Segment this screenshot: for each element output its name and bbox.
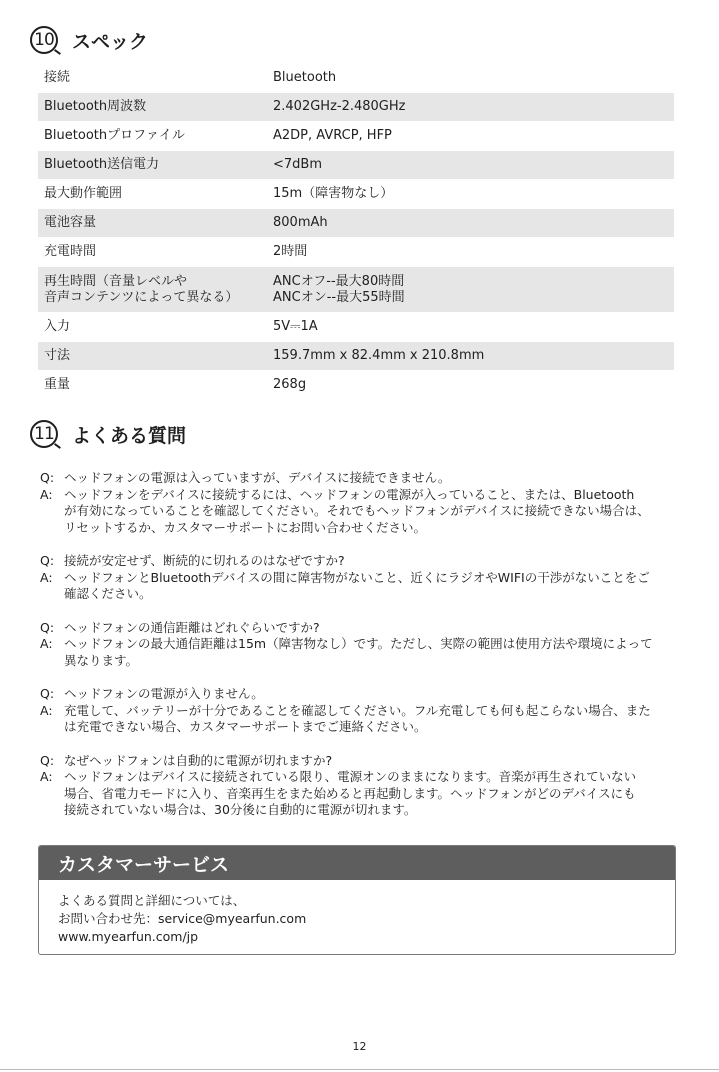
spec-value: A2DP, AVRCP, HFP <box>273 128 392 143</box>
faq-text: 充電して、バッテリーが十分であることを確認してください。フル充電しても何も起こらない場合、また <box>64 702 651 718</box>
faq-prefix: Q: <box>40 752 55 768</box>
spec-value: ANCオフ--最大80時間 ANCオン--最大55時間 <box>267 267 674 312</box>
section-title: スペック <box>72 30 149 53</box>
faq-text: ヘッドフォンの電源は入っていますが、デバイスに接続できません。 <box>64 470 451 485</box>
faq-answer <box>40 503 695 520</box>
faq-answer <box>40 769 695 786</box>
spec-key: 重量 <box>44 377 71 392</box>
faq-item <box>40 753 695 819</box>
faq-text: ヘッドフォンをデバイスに接続するには、ヘッドフォンの電源が入っていること、または、Bluetooth <box>64 486 635 502</box>
spec-key: Bluetooth送信電力 <box>38 151 267 179</box>
spec-key: 電池容量 <box>38 209 267 237</box>
section-title: よくある質問 <box>72 424 187 447</box>
spec-value: 800mAh <box>267 209 674 237</box>
faq-prefix: Q: <box>40 686 55 701</box>
page-number: 12 <box>352 1040 367 1053</box>
section-number-badge: 10 <box>30 26 58 54</box>
faq-prefix: Q: <box>40 553 55 568</box>
spec-row <box>38 238 674 266</box>
customer-service-url: www.myearfun.com/jp <box>58 929 199 944</box>
faq-answer <box>40 653 695 670</box>
faq-question <box>40 686 695 703</box>
spec-key: 入力 <box>44 319 71 334</box>
faq-prefix: A: <box>40 486 53 502</box>
spec-row <box>38 342 674 370</box>
faq-text: ヘッドフォンとBluetoothデバイスの間に障害物がないこと、近くにラジオやWIFIの干渉がないことをご <box>64 569 650 585</box>
faq-prefix: Q: <box>40 470 55 485</box>
faq-text: 異なります。 <box>64 652 139 668</box>
faq-text: が有効になっていることを確認してください。それでもヘッドフォンがデバイスに接続できない場合は、 <box>64 503 650 518</box>
faq-text: なぜヘッドフォンは自動的に電源が切れますか? <box>64 752 333 768</box>
spec-row <box>38 267 674 312</box>
customer-service-box <box>38 845 676 955</box>
faq-prefix <box>40 503 64 520</box>
faq-prefix <box>40 719 64 736</box>
spec-table <box>38 64 674 399</box>
faq-question <box>40 620 695 637</box>
spec-key: 接続 <box>44 70 71 85</box>
faq-answer <box>40 703 695 720</box>
spec-value: 159.7mm x 82.4mm x 210.8mm <box>267 342 674 370</box>
spec-row <box>38 64 674 92</box>
faq-item <box>40 470 695 536</box>
section-number-badge: 11 <box>30 420 58 448</box>
spec-value: Bluetooth <box>273 70 337 85</box>
customer-service-title: カスタマーサービス <box>39 846 675 880</box>
faq-answer <box>40 802 695 819</box>
spec-row <box>38 122 674 150</box>
faq-item <box>40 620 695 670</box>
page-bottom-rule <box>0 1069 719 1070</box>
spec-row <box>38 180 674 208</box>
faq-prefix <box>40 653 64 670</box>
spec-value: 2.402GHz-2.480GHz <box>267 93 674 121</box>
faq-prefix: A: <box>40 569 53 585</box>
faq-text: リセットするか、カスタマーサポートにお問い合わせください。 <box>64 519 427 535</box>
faq-text: ヘッドフォンの最大通信距離は15m（障害物なし）です。ただし、実際の範囲は使用方法や環境によって <box>64 636 653 651</box>
faq-item <box>40 553 695 603</box>
faq-prefix: A: <box>40 636 53 651</box>
spec-value: <7dBm <box>267 151 674 179</box>
faq-text: ヘッドフォンはデバイスに接続されている限り、電源オンのままになります。音楽が再生されていない <box>64 769 637 784</box>
faq-prefix: A: <box>40 769 53 784</box>
spec-key: 再生時間（音量レベルや 音声コンテンツによって異なる） <box>38 267 267 312</box>
faq-question <box>40 553 695 570</box>
faq-text: 接続が安定せず、断続的に切れるのはなぜですか? <box>64 553 345 568</box>
customer-service-body <box>39 880 675 946</box>
faq-question <box>40 753 695 770</box>
spec-row <box>38 209 674 237</box>
faq-text: 接続されていない場合は、30分後に自動的に電源が切れます。 <box>64 802 417 817</box>
customer-service-contact: お問い合わせ先：service@myearfun.com <box>58 911 307 926</box>
faq-prefix <box>40 586 64 603</box>
spec-key: Bluetoothプロファイル <box>44 128 185 143</box>
faq-answer <box>40 636 695 653</box>
customer-service-line: よくある質問と詳細については、 <box>58 893 246 908</box>
faq-text: ヘッドフォンの通信距離はどれぐらいですか? <box>64 619 320 635</box>
spec-row <box>38 371 674 399</box>
faq-prefix <box>40 786 64 803</box>
faq-item <box>40 686 695 736</box>
faq-text: は充電できない場合、カスタマーサポートまでご連絡ください。 <box>64 719 427 734</box>
faq-prefix: A: <box>40 702 53 718</box>
faq-question <box>40 470 695 487</box>
spec-key: 充電時間 <box>44 244 97 259</box>
faq-text: 確認ください。 <box>64 586 152 601</box>
faq-prefix <box>40 802 64 819</box>
spec-key: Bluetooth周波数 <box>38 93 267 121</box>
spec-value: 2時間 <box>273 244 308 259</box>
faq-section-heading <box>30 420 186 448</box>
spec-key: 寸法 <box>38 342 267 370</box>
faq-answer <box>40 570 695 587</box>
faq-answer <box>40 586 695 603</box>
faq-prefix: Q: <box>40 619 55 635</box>
spec-row <box>38 93 674 121</box>
spec-value: 15m（障害物なし） <box>273 186 394 201</box>
faq-prefix <box>40 520 64 537</box>
faq-answer <box>40 719 695 736</box>
spec-row <box>38 151 674 179</box>
spec-value: 5V⎓1A <box>273 319 318 334</box>
spec-value: 268g <box>273 377 307 392</box>
faq-answer <box>40 487 695 504</box>
faq-answer <box>40 786 695 803</box>
spec-row <box>38 313 674 341</box>
faq-text: 場合、省電力モードに入り、音楽再生をまた始めると再起動します。ヘッドフォンがどのデバイスにも <box>64 785 636 801</box>
spec-key: 最大動作範囲 <box>44 186 123 201</box>
spec-section-heading <box>30 26 148 54</box>
faq-text: ヘッドフォンの電源が入りません。 <box>64 686 264 701</box>
faq-answer <box>40 520 695 537</box>
faq-list <box>40 470 695 836</box>
